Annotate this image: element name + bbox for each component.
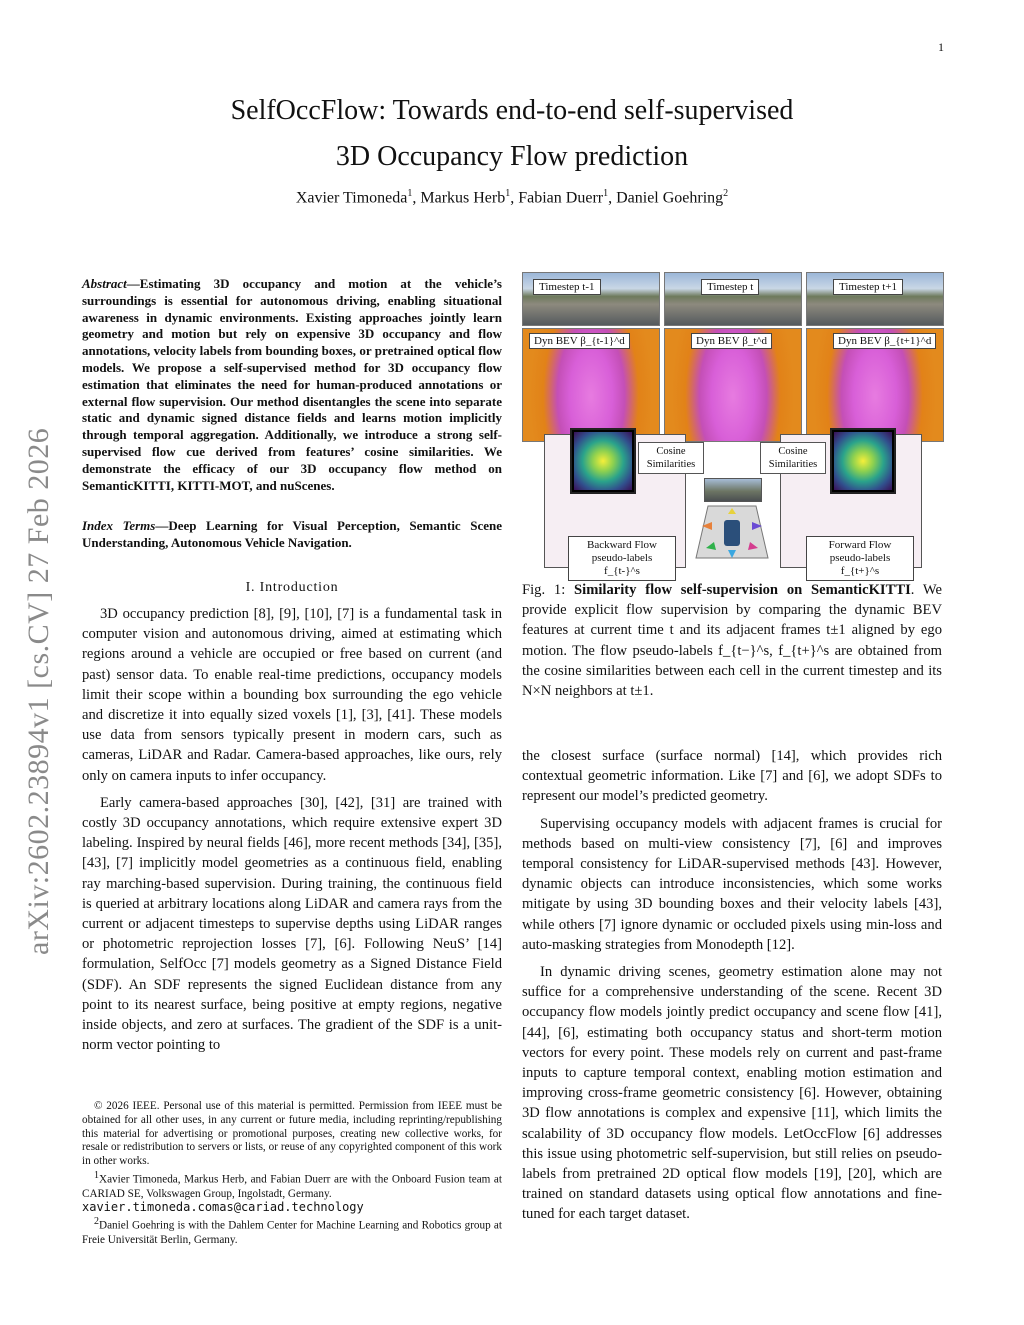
footnotes <box>82 1100 502 1247</box>
intro-right-column <box>522 746 942 1232</box>
bev-label: Dyn BEV β_{t+1}^d <box>833 333 936 349</box>
cosine-similarities-label: Cosine Similarities <box>638 442 704 474</box>
copyright-notice: © 2026 IEEE. Personal use of this material is permitted. Permission from IEEE must be obtained for all other uses, in any current or future media, including reprinting/republishing this material for advertising or promotional purposes, creating new collective works, for resale or redistribution to servers or lists, or reuse of any copyrighted component of this work in other works. <box>82 1100 502 1168</box>
caption-title: Similarity flow self-supervision on SemanticKITTI <box>574 582 911 598</box>
paragraph: 3D occupancy prediction [8], [9], [10], [7] is a fundamental task in computer vision and autonomous driving, aimed at estimating which regions around a vehicle are occupied or free based on current (and past) sensor data. To enable real-time predictions, occupancy models limit their scope within a bounding box surrounding the ego vehicle and discretize it into equally sized voxels [1], [3], [41]. These models use data from sensors typically present in modern cars, such as cameras, LiDAR and Radar. Camera-based approaches, like ours, rely only on camera inputs to infer occupancy. <box>82 606 502 784</box>
paper-title-line-2: 3D Occupancy Flow prediction <box>335 141 689 172</box>
camera-frame-t-plus-1 <box>806 272 944 326</box>
paragraph: In dynamic driving scenes, geometry estimation alone may not suffice for a comprehensive understanding of the scene. Recent 3D occupancy flow models jointly predict occupancy and scene flow [41], [44], [6], estimating both occupancy status and short-term motion vectors for every point. These models rely on current and past-frame inputs to capture temporal context, enabling motion estimation and improving cross-frame geometric consistency [6]. However, obtaining 3D flow annotations is complex and expensive [11], which limits the scalability of 3D occupancy flow models. LetOccFlow [6] addresses this issue using photometric self-supervision, but still relies on pseudo-labels from pretrained 2D optical flow models [19], [20], which are trained on standard datasets using optical flow annotations and fine-tuned for each target dataset. <box>522 964 942 1223</box>
bev-map-t <box>664 328 802 442</box>
timestep-label: Timestep t <box>701 279 759 295</box>
bev-label: Dyn BEV β_{t-1}^d <box>529 333 630 349</box>
abstract-text: —Estimating 3D occupancy and motion at the vehicle’s surroundings is essential for autonomous driving, enabling situational awareness in dynamic environments. Existing approaches jointly learn geometry and motion but rely on expensive 3D occupancy and flow annotations, velocity labels from bounding boxes, or pretrained optical flow models. We propose a self-supervised method for 3D occupancy flow estimation that eliminates the need for human-produced annotations or external flow supervision. Our method disentangles the scene into separate static and dynamic signed distance fields and learns motion implicitly through temporal aggregation. Additionally, we introduce a strong self-supervised flow cue derived from features’ cosine similarities. We demonstrate the efficacy of our 3D occupancy flow method on SemanticKITTI, KITTI-MOT, and nuScenes. <box>82 276 502 493</box>
cosine-heatmap-forward <box>830 428 896 494</box>
paragraph: Supervising occupancy models with adjacent frames is crucial for methods based on multi-view consistency [7], [6] and improves temporal consistency for LiDAR-supervised methods [43]. However, dynamic objects can introduce inconsistencies, which some works mitigate by using 3D bounding boxes and their velocity labels [43], while others [7] ignore dynamic or occluded pixels using min-loss and auto-masking strategies from Monodepth [12]. <box>522 815 942 953</box>
cosine-similarities-label: Cosine Similarities <box>760 442 826 474</box>
affiliation-mark: 1 <box>603 188 609 199</box>
timestep-label: Timestep t+1 <box>833 279 903 295</box>
bev-map-t-plus-1 <box>806 328 944 442</box>
author-name: Markus Herb <box>420 189 506 207</box>
camera-frame-t <box>664 272 802 326</box>
index-terms-label: Index Terms <box>82 518 156 533</box>
bev-map-t-minus-1 <box>522 328 660 442</box>
figure-1 <box>522 272 942 577</box>
abstract-label: Abstract <box>82 276 127 291</box>
cosine-heatmap-backward <box>570 428 636 494</box>
affiliation-mark: 2 <box>723 188 729 199</box>
abstract <box>82 276 502 494</box>
paragraph: the closest surface (surface normal) [14], which provides rich contextual geometric information. Like [7] and [6], we adopt SDFs to represent our model’s predicted geometry. <box>522 748 942 805</box>
timestep-label: Timestep t-1 <box>533 279 601 295</box>
backward-flow-label: Backward Flow pseudo-labels f_{t-}^s <box>568 536 676 581</box>
page-number: 1 <box>938 40 944 54</box>
index-terms <box>82 518 502 552</box>
bev-label: Dyn BEV β_t^d <box>691 333 772 349</box>
arxiv-identifier: arXiv:2602.23894v1 [cs.CV] 27 Feb 2026 <box>22 427 55 955</box>
caption-text: . We provide explicit flow supervision by comparing the dynamic BEV features at current time t and its adjacent frames t±1 aligned by ego motion. The flow pseudo-labels f_{t−}^s, f_{t+}^s are obtained from the cosine similarities between each cell in the current timestep and its N×N neighbors at t±1. <box>522 582 942 700</box>
ego-vehicle-icon <box>694 504 770 560</box>
intro-left-column <box>82 604 502 1062</box>
section-heading: I. Introduction <box>245 580 339 595</box>
author-list: Xavier Timoneda$^1$, Markus Herb$^1$, Fabian Duerr$^1$, Daniel Goehring$^2$ <box>295 188 729 207</box>
camera-frame-t-minus-1 <box>522 272 660 326</box>
figure-caption <box>522 580 942 701</box>
affiliation-mark: 1 <box>505 188 511 199</box>
author-name: Fabian Duerr <box>518 189 604 207</box>
index-terms-text: —Deep Learning for Visual Perception, Semantic Scene Understanding, Autonomous Vehicle Navigation. <box>82 518 502 550</box>
paragraph: Early camera-based approaches [30], [42], [31] are trained with costly 3D occupancy annotations, which require extensive expert 3D labeling. Inspired by neural fields [46], more recent methods [34], [35], [43], [7] implicitly model geometries as a continuous field, enabling ray marching-based supervision. During training, the continuous field is queried at arbitrary locations along LiDAR and camera rays from the current or adjacent timesteps to supervise depths using LiDAR ranges or photometric reprojection losses [7], [6]. Following NeuS’ [14] formulation, SelfOcc [7] models geometry as a Signed Distance Field (SDF). An SDF represents the signed Euclidean distance from any point to its nearest surface, being positive at empty regions, negative inside objects, and zero at surfaces. The gradient of the SDF is a unit-norm vector pointing to <box>82 794 502 1054</box>
affiliation-footnote-1: $^1$Xavier Timoneda, Markus Herb, and Fabian Duerr are with the Onboard Fusion team at CARIAD SE, Volkswagen Group, Ingolstadt, Germany. <box>82 1169 502 1200</box>
author-name: Daniel Goehring <box>616 189 724 207</box>
caption-prefix: Fig. 1: <box>522 582 575 598</box>
author-email: xavier.timoneda.comas@cariad.technology <box>82 1200 364 1215</box>
author-name: Xavier Timoneda <box>295 189 408 207</box>
affiliation-footnote-2: $^2$Daniel Goehring is with the Dahlem Center for Machine Learning and Robotics group at Freie Universität Berlin, Germany. <box>82 1216 502 1246</box>
affiliation-mark: 1 <box>407 188 413 199</box>
paper-title-line-1: SelfOccFlow: Towards end-to-end self-supervised <box>230 95 794 126</box>
forward-flow-label: Forward Flow pseudo-labels f_{t+}^s <box>806 536 914 581</box>
ego-camera-view <box>704 478 762 502</box>
